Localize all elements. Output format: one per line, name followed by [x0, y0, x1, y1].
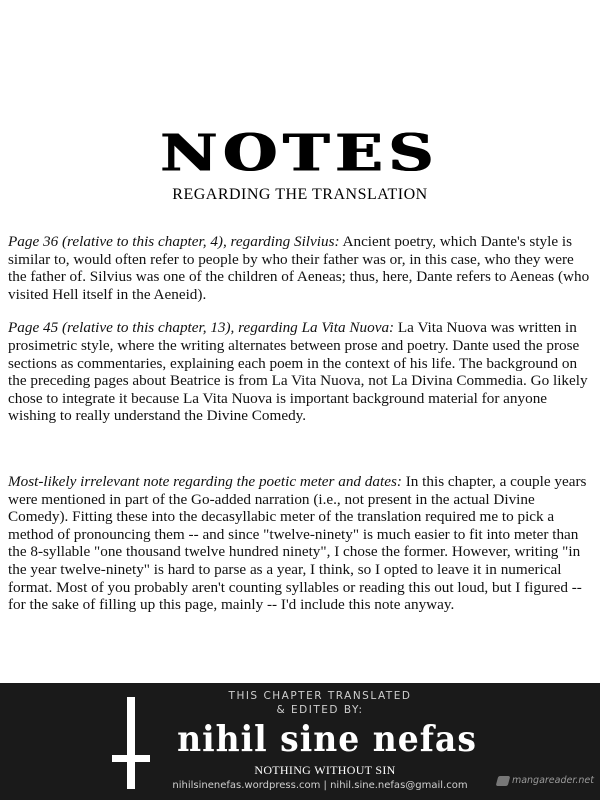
- group-motto: NOTHING WITHOUT SIN: [254, 763, 396, 777]
- notes-list: [8, 233, 593, 630]
- watermark-logo-icon: [496, 776, 511, 786]
- contact-links: nihilsinenefas.wordpress.com | nihil.sine.nefas@gmail.com: [172, 780, 468, 791]
- note-lead: Page 36 (relative to this chapter, 4), regarding Silvius:: [8, 233, 340, 250]
- credit-line-2: & EDITED BY:: [276, 704, 364, 716]
- credit-line-1: THIS CHAPTER TRANSLATED: [228, 690, 412, 702]
- note-lead: Page 45 (relative to this chapter, 13), regarding La Vita Nuova:: [8, 319, 395, 337]
- note-body: Ancient poetry, which Dante's style is similar to, would often refer to people by who their father was or, in this case, who they were the father of. Silvius was one of the children of Aeneas; thus, here, Dante refers to Aeneas (who visited Hell itself in the Aeneid).: [8, 233, 590, 303]
- note-silvius: [8, 233, 593, 303]
- note-vita-nuova: [8, 319, 593, 425]
- note-poetic-meter: [8, 473, 593, 614]
- credit-text: [180, 689, 460, 717]
- watermark-text: mangareader.net: [511, 775, 594, 786]
- notes-header: [0, 123, 600, 204]
- site-watermark: [497, 775, 594, 786]
- page-title: NOTES: [160, 123, 440, 183]
- credits-footer: [0, 683, 600, 800]
- page-subtitle: REGARDING THE TRANSLATION: [172, 186, 428, 203]
- note-body: In this chapter, a couple years were mentioned in part of the Go-added narration (i.e., not present in the actual Divine Comedy). Fitting these into the decasyllabic meter of the translation required me to pick a method of pronouncing them -- and since "twelve-ninety" is much easier to fit into meter than the 8-syllable "one thousand twelve hundred ninety", I chose the former. However, writing "in the year twelve-ninety" is hard to parse as a year, I think, so I opted to leave it in numerical format. Most of you probably aren't counting syllables or reading this out loud, but I figured -- for the sake of filling up this page, mainly -- I'd include this note anyway.: [8, 472, 587, 614]
- inverted-cross-icon: [112, 697, 150, 789]
- note-body: La Vita Nuova was written in prosimetric style, where the writing alternates between prose and poetry. Dante used the prose sections as commentaries, explaining each poem in the context of his life. The background on the preceding pages about Beatrice is from La Vita Nuova, not La Divina Commedia. Go likely chose to integrate it because La Vita Nuova is important background material for anyone wishing to really understand the Divine Comedy.: [8, 319, 588, 425]
- note-lead: Most-likely irrelevant note regarding the poetic meter and dates:: [8, 472, 402, 490]
- group-logo-text: nihil sine nefas: [177, 717, 477, 760]
